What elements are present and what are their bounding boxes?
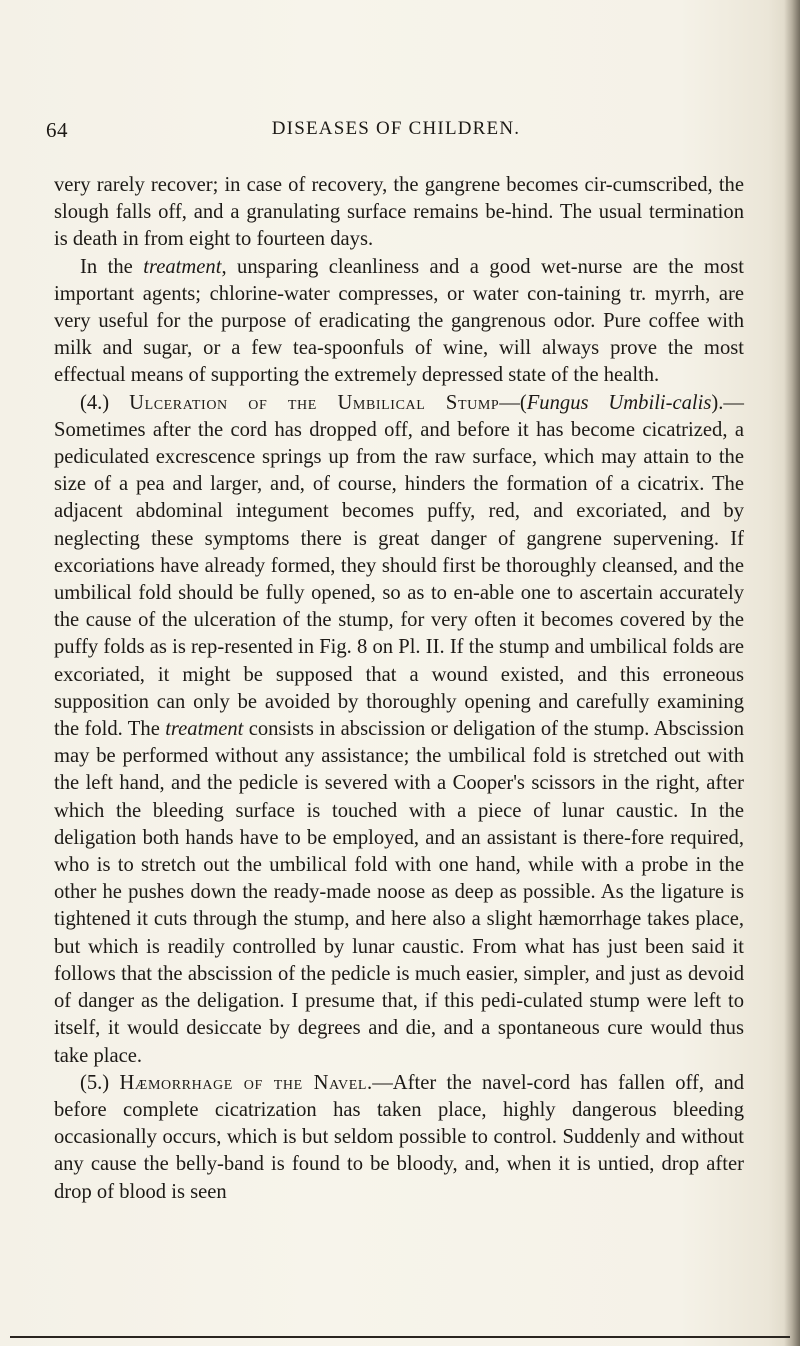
section-number: (4.) — [80, 391, 130, 414]
section-heading-ulceration: Ulceration of the Umbilical Stump — [129, 391, 500, 414]
emphasis-treatment: treatment — [165, 718, 244, 741]
text-run: In the — [80, 255, 144, 278]
section-number: (5.) — [80, 1071, 120, 1094]
text-run: consists in abscission or deligation of the stump. Abscission may be performed without any assistance; the umbilical fold is stretched out with the left hand, and the pedicle is severed with a Cooper's scissors in the right, after which the bleeding surface is touched with a piece of lunar caustic. In the deligation both hands have to be employed, and an assistant is there-fore required, who is to stretch out the umbilical fold with one hand, while with a probe in the other he pushes down the ready-made noose as deep as possible. As the ligature is tightened it cuts through the stump, and here also a slight hæmorrhage takes place, but which is readily controlled by lunar caustic. From what has just been said it follows that the abscission of the pedicle is much easier, simpler, and just as devoid of danger as the deligation. I presume that, if this pedi-culated stump were left to itself, it would desiccate by degrees and die, and a spontaneous cure would thus take place. — [54, 718, 744, 1067]
text-run: .—After the navel-cord has fallen off, and before complete cicatrization has taken place, highly dangerous bleeding occasionally occurs, which is but seldom possible to control. Suddenly and without any cause the belly-band is found to be bloody, and, when it is untied, drop after drop of blood is seen — [54, 1071, 744, 1203]
text-run: —( — [499, 391, 527, 414]
page-number: 64 — [46, 118, 68, 142]
latin-term: Fungus Umbili-calis — [526, 391, 712, 414]
text-run: , unsparing cleanliness and a good wet-nurse are the most important agents; chlorine-water compresses, or water con-taining tr. myrrh, are very useful for the purpose of eradicating the gangrenous odor. Pure coffee with milk and sugar, or a few tea-spoonfuls of wine, will always prove the most effectual means of supporting the extremely depressed state of the health. — [54, 255, 744, 387]
paragraph-haemorrhage — [54, 1070, 744, 1206]
section-heading-haemorrhage: Hæmorrhage of the Navel — [119, 1071, 368, 1094]
bottom-border — [10, 1336, 790, 1338]
body-text — [54, 172, 744, 1206]
paragraph-treatment — [54, 254, 744, 390]
text-run: ).—Sometimes after the cord has dropped off, and before it has become cicatrized, a pediculated excrescence springs up from the raw surface, which may attain to the size of a pea and larger, and, of course, hinders the formation of a cicatrix. The adjacent abdominal integument becomes puffy, red, and excoriated, and by neglecting these symptoms there is great danger of gangrene supervening. If excoriations have already formed, they should first be thoroughly cleansed, and the umbilical fold should be fully opened, so as to en-able one to ascertain accurately the cause of the ulceration of the stump, for very often it becomes covered by the puffy folds as is rep-resented in Fig. 8 on Pl. II. If the stump and umbilical folds are excoriated, it might be supposed that a wound existed, and this erroneous supposition can only be avoided by thoroughly opening and carefully examining the fold. The — [54, 391, 744, 741]
paragraph-ulceration — [54, 390, 744, 1070]
emphasis-treatment: treatment — [143, 255, 222, 278]
page-edge-shadow — [784, 0, 800, 1346]
paragraph-recovery: very rarely recover; in case of recovery, the gangrene becomes cir-cumscribed, the slough falls off, and a granulating surface remains be-hind. The usual termination is death in from eight to fourteen days. — [54, 174, 744, 251]
running-head: DISEASES OF CHILDREN. — [271, 118, 521, 139]
page-header — [46, 118, 746, 144]
